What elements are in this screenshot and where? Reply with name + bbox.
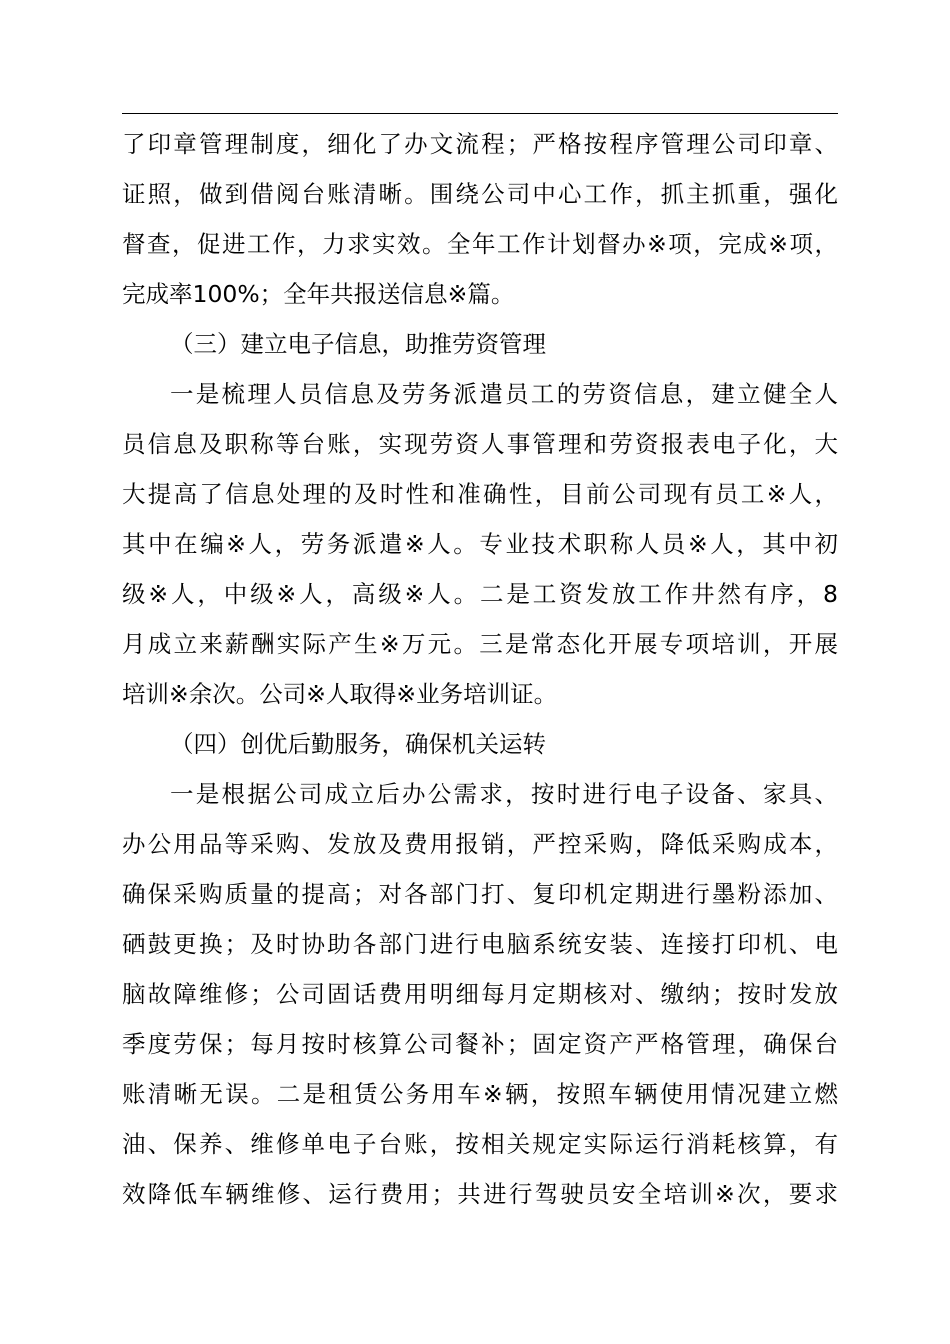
paragraph-line: 完成率100%；全年共报送信息※篇。 (122, 280, 515, 308)
paragraph-line: 脑故障维修；公司固话费用明细每月定期核对、缴纳；按时发放 (122, 980, 838, 1008)
paragraph-line: 级※人，中级※人，高级※人。二是工资发放工作井然有序，8 (122, 580, 838, 608)
paragraph-line: 硒鼓更换；及时协助各部门进行电脑系统安装、连接打印机、电 (122, 930, 838, 958)
paragraph-line: 季度劳保；每月按时核算公司餐补；固定资产严格管理，确保台 (122, 1030, 838, 1058)
section-heading-4: （四）创优后勤服务，确保机关运转 (170, 730, 546, 758)
paragraph-line: 大提高了信息处理的及时性和准确性，目前公司现有员工※人， (122, 480, 838, 508)
paragraph-line: 账清晰无误。二是租赁公务用车※辆，按照车辆使用情况建立燃 (122, 1080, 838, 1108)
paragraph-line: 月成立来薪酬实际产生※万元。三是常态化开展专项培训，开展 (122, 630, 838, 658)
paragraph-line: 效降低车辆维修、运行费用；共进行驾驶员安全培训※次，要求 (122, 1180, 838, 1208)
paragraph-line: 证照，做到借阅台账清晰。围绕公司中心工作，抓主抓重，强化 (122, 180, 838, 208)
paragraph-line: 了印章管理制度，细化了办文流程；严格按程序管理公司印章、 (122, 130, 838, 158)
header-rule (122, 113, 838, 114)
paragraph-line: 确保采购质量的提高；对各部门打、复印机定期进行墨粉添加、 (122, 880, 838, 908)
paragraph-line: 一是梳理人员信息及劳务派遣员工的劳资信息，建立健全人 (170, 380, 838, 408)
paragraph-line: 一是根据公司成立后办公需求，按时进行电子设备、家具、 (170, 780, 838, 808)
paragraph-line: 培训※余次。公司※人取得※业务培训证。 (122, 680, 558, 708)
paragraph-line: 其中在编※人，劳务派遣※人。专业技术职称人员※人，其中初 (122, 530, 838, 558)
paragraph-line: 员信息及职称等台账，实现劳资人事管理和劳资报表电子化，大 (122, 430, 838, 458)
section-heading-3: （三）建立电子信息，助推劳资管理 (170, 330, 546, 358)
paragraph-line: 办公用品等采购、发放及费用报销，严控采购，降低采购成本， (122, 830, 838, 858)
paragraph-line: 油、保养、维修单电子台账，按相关规定实际运行消耗核算，有 (122, 1130, 838, 1158)
paragraph-line: 督查，促进工作，力求实效。全年工作计划督办※项，完成※项， (122, 230, 838, 258)
